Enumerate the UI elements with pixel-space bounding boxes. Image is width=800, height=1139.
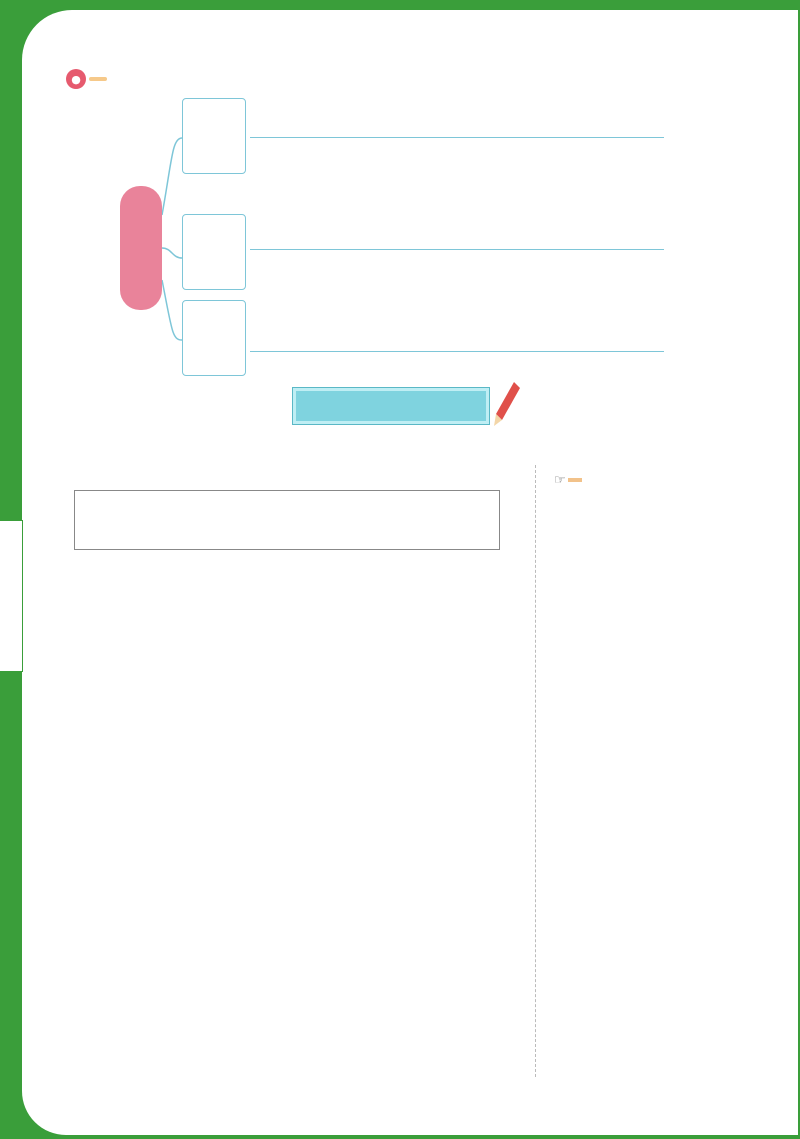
step2-underline [250,249,664,250]
info-box [74,490,500,550]
step1-box [182,98,246,174]
sidebar-tag [554,468,582,492]
step2-box [182,214,246,290]
mindmap-center [120,186,162,310]
page [22,10,798,1135]
step3-underline [250,351,664,352]
practice-banner [292,387,490,425]
pencil-icon [492,380,522,430]
side-tab [0,520,23,672]
pointing-hand-icon: ☞ [554,472,566,488]
person-icon: ● [66,69,86,89]
sidebar-tag-label [568,478,582,482]
column-divider [535,465,536,1077]
step1-underline [250,137,664,138]
step3-box [182,300,246,376]
